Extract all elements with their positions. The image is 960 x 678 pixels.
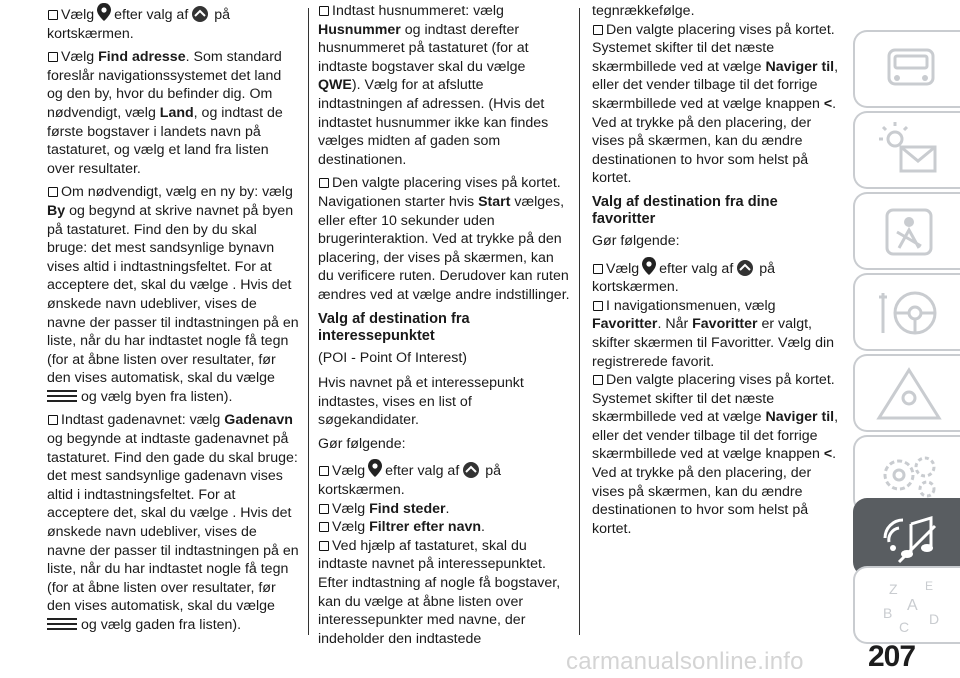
step-text: , eller det vender tilbage til det forrige skærmbillede ved at vælge knappen (592, 409, 839, 463)
checkbox-icon (48, 187, 58, 197)
music-note-signal-icon (869, 508, 949, 568)
checkbox-icon (319, 504, 329, 514)
navigation-icon (640, 256, 658, 276)
step-text: . Når (657, 316, 693, 333)
seatbelt-icon (869, 202, 949, 262)
svg-text:B: B (883, 605, 893, 621)
text-column-1 (47, 2, 299, 640)
car-icon (869, 40, 949, 100)
favorites-label: Favoritter (592, 316, 658, 333)
svg-text:Z: Z (889, 581, 898, 597)
svg-text:D: D (929, 611, 940, 627)
step-text: kortskærmen. (318, 482, 405, 499)
step-text: og begynd at skrive navnet på byen på tastaturet. Find den by du skal bruge: det mest sandsynlige bynavn vises altid i indtastningsfeltet. For at acceptere det, skal du vælge . Hvis det ønskede navn udebliver, vises de navne der passer til indtastningen på en liste, når du har indtastet nogle få tegn (for at åbne listen over resultater, før den vises automatisk, skal du vælge (47, 202, 299, 387)
navigate-to-label: Naviger til (765, 409, 835, 426)
chapter-tab-vehicle[interactable] (853, 30, 960, 108)
step-text: , og indtast de første bogstaver i landets navn på tastaturet, og vælg et land fra listen over resultater. (47, 104, 283, 177)
step-text: vælges, eller efter 10 sekunder uden brugerinteraktion. Ved at trykke på den placering, der vises på skærmen, kan du verificere ruten. Derudover kan ruten ændres ved at vælge andre indstillinger. (318, 193, 570, 303)
svg-text:C: C (899, 619, 910, 635)
step-open-nav (47, 2, 299, 43)
step-text: på (214, 7, 231, 23)
steering-wheel-icon (869, 283, 949, 343)
checkbox-icon (48, 415, 58, 425)
back-button-label: < (823, 95, 833, 112)
favorites-label: Favoritter (692, 316, 758, 333)
checkbox-icon (593, 301, 603, 311)
checkbox-icon (319, 6, 329, 16)
step-text: efter valg af (659, 260, 734, 277)
chapter-tab-lights[interactable] (853, 111, 960, 189)
step-open-nav (592, 256, 844, 297)
step-text: . (445, 500, 450, 517)
step-select-favorites (592, 297, 844, 371)
text-column-3 (592, 2, 844, 543)
checkbox-icon (48, 52, 58, 62)
step-text: Vælg (332, 500, 370, 517)
light-envelope-icon (869, 121, 949, 181)
city-label: By (47, 202, 66, 219)
step-text: . Ved at trykke på den placering, der vises på skærmen, kan du ændre destinationen to hvor som helst på kortet. (592, 95, 837, 187)
step-text: kortskærmen. (592, 279, 679, 296)
step-text: Den valgte placering vises på kortet. Navigationen starter hvis (318, 175, 561, 210)
paragraph: Gør følgende: (318, 435, 406, 452)
step-text: på (759, 260, 776, 277)
step-text: Vælg (332, 519, 370, 536)
street-name-label: Gadenavn (224, 412, 293, 429)
step-text: Ved hjælp af tastaturet, skal du indtaste navnet på interessepunktet. Efter indtastning af nogle få bogstaver, kan du vælge at åbne listen over interessepunkter med navne, der indeholder den indtastede (318, 537, 561, 647)
step-find-places (318, 500, 570, 519)
step-text: er valgt, skifter skærmen til Favoritter. Vælg din registrerede favorit. (592, 316, 835, 370)
country-label: Land (159, 104, 194, 121)
house-number-label: Husnummer (318, 21, 401, 38)
warning-triangle-icon (869, 364, 949, 424)
step-text: ). Vælg for at afslutte indtastningen af adressen. (Hvis det indtastet husnummer ikke kan findes vælges midten af gaden som destinationen. (318, 77, 549, 168)
step-text: og vælg byen fra listen). (81, 388, 233, 405)
filter-by-name-label: Filtrer efter navn (369, 519, 482, 536)
chapter-tab-emergency[interactable] (853, 354, 960, 432)
step-house-number (318, 2, 570, 169)
column-divider (579, 8, 580, 635)
step-text: Den valgte placering vises på kortet. Systemet skifter til det næste skærmbillede ved at vælge (592, 372, 835, 426)
start-label: Start (478, 193, 511, 210)
step-text: Indtast gadenavnet: vælg (61, 412, 225, 429)
menu-lines-icon (47, 389, 79, 403)
navigation-icon (366, 458, 384, 478)
step-text: efter valg af (114, 7, 189, 23)
checkbox-icon (319, 522, 329, 532)
step-text: på (485, 463, 502, 480)
step-open-nav (318, 458, 570, 499)
back-button-label: < (823, 446, 833, 463)
chevron-up-icon (734, 259, 756, 277)
step-location-shown (592, 371, 844, 538)
step-street-name (47, 411, 299, 634)
checkbox-icon (319, 178, 329, 188)
chapter-tab-index[interactable] (853, 566, 960, 644)
checkbox-icon (593, 25, 603, 35)
checkbox-icon (319, 541, 329, 551)
paragraph: tegnrækkefølge. (592, 3, 695, 19)
section-heading-poi: Valg af destination fra interessepunktet (318, 310, 470, 344)
chapter-tab-driving[interactable] (853, 273, 960, 351)
step-text: og vælg gaden fra listen). (81, 617, 242, 633)
step-text: Den valgte placering vises på kortet. Systemet skifter til det næste skærmbillede ved at vælge (592, 21, 835, 75)
navigate-to-label: Naviger til (765, 58, 835, 75)
svg-text:E: E (925, 579, 934, 593)
alphabet-index-icon (869, 576, 949, 636)
checkbox-icon (593, 264, 603, 274)
navigation-icon (95, 2, 113, 22)
paragraph: Hvis navnet på et interessepunkt indtastes, vises en list of søgekandidater. (318, 375, 524, 429)
step-enter-poi-name (318, 537, 570, 649)
gears-icon (869, 445, 949, 505)
step-location-shown (592, 21, 844, 188)
page-number: 207 (868, 640, 916, 673)
chevron-up-icon (189, 5, 211, 23)
step-text: og indtast derefter husnummeret på tastaturet (for at indtaste bogstaver skal du vælge (318, 21, 529, 75)
step-text: . Som standard foreslår navigationssystemet det land og den by, hvor du befinder dig. Om nødvendigt, vælg (47, 49, 282, 121)
column-divider (308, 8, 309, 635)
paragraph: Gør følgende: (592, 232, 680, 249)
step-text: Om nødvendigt, vælg en ny by: vælg (61, 184, 293, 201)
chevron-up-icon (460, 461, 482, 479)
step-text: Vælg (61, 49, 99, 66)
step-text: efter valg af (385, 463, 460, 480)
step-text: kortskærmen. (47, 25, 134, 42)
step-location-shown (318, 174, 570, 304)
checkbox-icon (593, 375, 603, 385)
step-text: I navigationsmenuen, vælg (606, 297, 776, 314)
step-text: Vælg (606, 260, 640, 277)
step-filter-by-name (318, 518, 570, 537)
section-heading-favorites: Valg af destination fra dine favoritter (592, 193, 778, 227)
step-text: og begynde at indtaste gadenavnet på tastaturet. Find den gade du skal bruge: det mest sandsynlige gadenavn vises altid i indtastningsfeltet. For at acceptere det, skal du vælge . Hvis det ønskede navn udebliver, vises de navne der passer til indtastningen på en liste, når du har indtastet nogle få tegn (for at åbne listen over resultater, før den vises automatisk, skal du vælge (47, 431, 299, 615)
chapter-tab-safety[interactable] (853, 192, 960, 270)
checkbox-icon (48, 10, 58, 20)
watermark: carmanualsonline.info (566, 648, 804, 675)
step-text: Vælg (61, 7, 95, 23)
step-text: . Ved at trykke på den placering, der vises på skærmen, kan du ændre destinationen to hvor som helst på kortet. (592, 446, 837, 537)
checkbox-icon (319, 466, 329, 476)
menu-lines-icon (47, 617, 79, 631)
step-text: Indtast husnummeret: vælg (332, 3, 504, 19)
chapter-tab-multimedia[interactable] (853, 498, 960, 576)
find-address-label: Find adresse (98, 49, 186, 66)
find-places-label: Find steder (369, 500, 446, 517)
svg-text:A: A (907, 597, 918, 614)
section-subheading: (POI - Point Of Interest) (318, 349, 468, 366)
step-find-address (47, 48, 299, 178)
qwe-label: QWE (318, 77, 352, 94)
text-column-2 (318, 2, 570, 653)
step-text: Vælg (332, 463, 366, 480)
step-text: , eller det vender tilbage til det forrige skærmbillede ved at vælge knappen (592, 58, 839, 112)
step-text: . (481, 519, 485, 536)
step-select-city (47, 183, 299, 406)
